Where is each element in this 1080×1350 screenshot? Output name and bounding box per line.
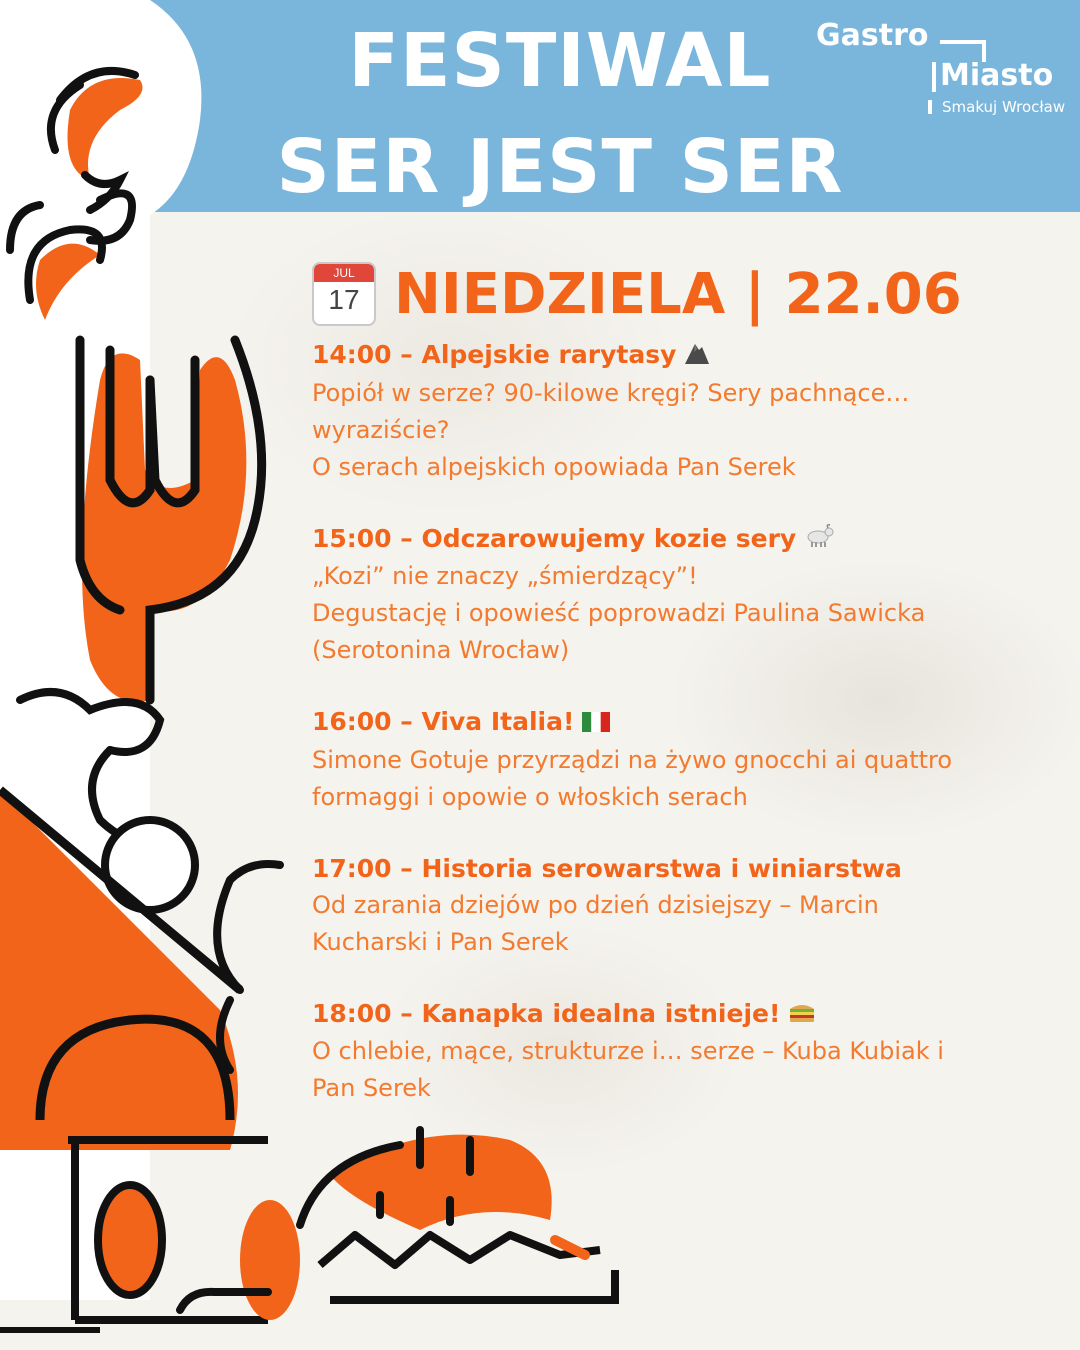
event-title: 18:00 – Kanapka idealna istnieje!: [312, 995, 1052, 1034]
logo-tagline: Smakuj Wrocław: [942, 98, 1066, 116]
event-description: (Serotonina Wrocław): [312, 636, 570, 664]
day-heading: [312, 258, 1052, 330]
event-description: Od zarania dziejów po dzień dzisiejszy – Marcin: [312, 890, 879, 919]
calendar-day: 17: [328, 284, 360, 315]
goat-icon: [804, 521, 834, 558]
event-description: O chlebie, mące, strukturze i… serze – Kuba Kubiak i: [312, 1037, 944, 1065]
event-description: „Kozi” nie znaczy „śmierdzący”!: [312, 562, 698, 590]
event-description: Kucharski i Pan Serek: [312, 927, 569, 956]
event-item: [312, 336, 1052, 486]
event-description: Pan Serek: [312, 1074, 431, 1102]
event-item: [312, 703, 1052, 816]
event-description: Popiół w serze? 90-kilowe kręgi? Sery pachnące…: [312, 378, 910, 407]
calendar-icon: [312, 262, 376, 326]
event-description: Simone Gotuje przyrządzi na żywo gnocchi ai quattro: [312, 745, 953, 774]
event-description: O serach alpejskich opowiada Pan Serek: [312, 452, 796, 481]
event-description: wyraziście?: [312, 415, 450, 444]
event-item: [312, 520, 1052, 670]
event-title: 17:00 – Historia serowarstwa i winiarstwa: [312, 853, 902, 883]
day-title: NIEDZIELA | 22.06: [394, 261, 962, 327]
event-item: [312, 995, 1052, 1108]
event-description: formaggi i opowie o włoskich serach: [312, 782, 748, 811]
festival-title-line1: FESTIWAL: [348, 18, 772, 104]
schedule: [312, 258, 1052, 1107]
calendar-month: JUL: [314, 264, 374, 282]
event-description: Degustację i opowieść poprowadzi Paulina Sawicka: [312, 599, 926, 627]
event-title: 15:00 – Odczarowujemy kozie sery: [312, 520, 1052, 559]
italy-flag-icon: [582, 705, 610, 742]
festival-title-line2: SER JEST SER: [276, 124, 844, 210]
logo-word-miasto: Miasto: [940, 58, 1054, 93]
event-title: 14:00 – Alpejskie rarytasy: [312, 336, 1052, 375]
mountain-icon: [684, 338, 710, 375]
event-title: 16:00 – Viva Italia!: [312, 703, 1052, 742]
logo-word-gastro: Gastro: [816, 18, 929, 53]
event-item: [312, 850, 1052, 961]
sandwich-icon: [788, 996, 816, 1033]
